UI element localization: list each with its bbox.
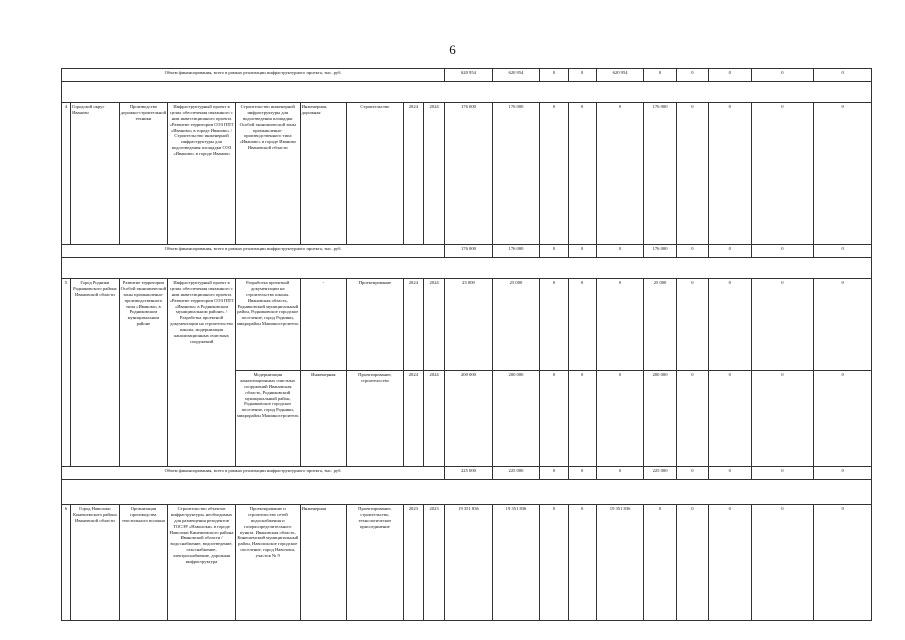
table-cell: 5 — [62, 279, 71, 467]
table-cell: 620 954 — [596, 69, 644, 82]
table-cell: 176 000 — [492, 245, 540, 258]
table-cell — [62, 480, 872, 505]
summary-row-top — [62, 69, 872, 82]
table-cell: 176 000 — [644, 245, 676, 258]
table-cell: 2023 — [403, 505, 423, 621]
spacer-row — [62, 480, 872, 505]
table-cell: Развитие территории Особой экономической зоны промышленно-производственного типа «Иваново» в Родниковском муниципальном районе — [119, 279, 168, 467]
table-cell — [62, 82, 872, 103]
table-cell: 0 — [709, 371, 751, 467]
table-cell: 225 000 — [492, 467, 540, 480]
table-cell: 0 — [751, 371, 814, 467]
table-cell: 176 000 — [644, 103, 676, 245]
table-cell: Строительство объектов инфраструктуры, необходимых для размещения резидентов ТОСЭР «Наволоки» в городе Наволоки Кинешемского района Ивановской области / водоснабжение, водоотведение, газоснабжение, электроснабжение, дорожная инфраструктура — [168, 505, 236, 621]
table-cell: 0 — [568, 467, 596, 480]
table-cell: 225 000 — [644, 467, 676, 480]
table-cell: 2024 — [403, 279, 423, 371]
table-cell: 0 — [644, 69, 676, 82]
table-cell: Инженерная, дорожная — [300, 103, 347, 245]
table-cell — [62, 258, 872, 279]
table-cell: Разработка проектной документации на строительство школы. Ивановская область, Родниковский муниципальный район, Родниковское городское поселение, город Родники, микрорайон Машиностроитель — [235, 279, 300, 371]
table-cell: Инженерная — [300, 371, 347, 467]
table-cell: 0 — [568, 505, 596, 621]
table-cell: 0 — [676, 69, 708, 82]
table-row — [62, 279, 872, 371]
table-cell: Город Наволоки Кинешемского района Ивановской области — [71, 505, 120, 621]
table-cell: 0 — [540, 505, 568, 621]
table-cell: 0 — [540, 279, 568, 371]
spacer-row — [62, 82, 872, 103]
table-cell: 0 — [596, 371, 644, 467]
table-cell: 0 — [596, 103, 644, 245]
table-cell: 0 — [540, 467, 568, 480]
table-cell: Проектирование, строительство, технологическое присоединение — [347, 505, 404, 621]
table-cell: 0 — [751, 467, 814, 480]
table-cell: 4 — [62, 103, 71, 245]
page-number: 6 — [449, 42, 456, 57]
table-cell: 19 351 836 — [596, 505, 644, 621]
table-cell: 0 — [814, 245, 872, 258]
table-cell: 0 — [709, 467, 751, 480]
table-cell: 0 — [596, 467, 644, 480]
table-cell: 0 — [676, 505, 708, 621]
table-cell: Проектирование, строительство — [347, 371, 404, 467]
table-cell: 176 000 — [492, 103, 540, 245]
table-cell: Производство дорожно-строительной техники — [119, 103, 168, 245]
table-cell: 0 — [814, 467, 872, 480]
table-cell: 6 — [62, 505, 71, 621]
financing-table — [61, 68, 872, 621]
table-cell: 200 000 — [445, 371, 493, 467]
table-cell: Объем финансирования, всего в рамках реализации инфраструктурного проекта, тыс. руб. — [62, 245, 445, 258]
table-cell: 0 — [814, 279, 872, 371]
table-cell: 620 954 — [492, 69, 540, 82]
table-cell: 200 000 — [492, 371, 540, 467]
summary-row — [62, 467, 872, 480]
table-cell: 25 000 — [445, 279, 493, 371]
table-row — [62, 505, 872, 621]
table-cell: Проектирование и строительство сетей водоснабжения и газораспределительного пункта. Ивановская область, Кинешемский муниципальный район, Наволокское городское поселение, город Наволоки, участок № 9 — [235, 505, 300, 621]
table-cell: 0 — [676, 467, 708, 480]
table-cell: 0 — [676, 245, 708, 258]
table-cell: 0 — [709, 69, 751, 82]
table-cell: Строительство — [347, 103, 404, 245]
table-cell: 225 000 — [445, 467, 493, 480]
summary-label: Объем финансирования, всего в рамках реализации инфраструктурного проекта, тыс. руб. — [62, 69, 445, 82]
table-cell: 0 — [814, 371, 872, 467]
table-cell: Организация производства текстильного волокна — [119, 505, 168, 621]
table-cell: Инженерная — [300, 505, 347, 621]
table-cell: 0 — [814, 69, 872, 82]
table-cell: 19 351 836 — [492, 505, 540, 621]
table-cell: 2023 — [423, 505, 444, 621]
table-cell: 0 — [540, 371, 568, 467]
table-cell: 0 — [596, 245, 644, 258]
table-cell: 2024 — [423, 103, 444, 245]
table-cell: 0 — [814, 103, 872, 245]
table-cell: - — [300, 279, 347, 371]
table-row — [62, 103, 872, 245]
table-cell: 0 — [751, 505, 814, 621]
table-cell: 0 — [540, 245, 568, 258]
table-cell: Инфраструктурный проект в целях обеспечения связанного с ним инвестиционного проекта «Развитие территории ОЭЗ ППТ «Иваново» в Родниковском муниципальном районе» / Разработка проектной документации на строительство школы, модернизация канализационных очистных сооружений — [168, 279, 236, 467]
table-cell: 0 — [596, 279, 644, 371]
table-cell: 0 — [644, 505, 676, 621]
table-cell: 0 — [568, 103, 596, 245]
spacer-row — [62, 258, 872, 279]
table-cell: 0 — [751, 245, 814, 258]
table-cell: 2024 — [423, 279, 444, 371]
table-cell: 620 954 — [445, 69, 493, 82]
table-cell: 25 000 — [644, 279, 676, 371]
table-cell: 0 — [568, 245, 596, 258]
table-cell: Модернизация канализационных очистных сооружений Ивановская область, Родниковский муниципальный район, Родниковское городское поселение, город Родники, микрорайон Машиностроитель — [235, 371, 300, 467]
table-cell: 0 — [709, 245, 751, 258]
table-cell: 176 000 — [445, 245, 493, 258]
table-cell: 0 — [540, 69, 568, 82]
table-cell: 0 — [568, 279, 596, 371]
table-cell: 2024 — [403, 371, 423, 467]
table-cell: 0 — [751, 103, 814, 245]
table-cell: 200 000 — [644, 371, 676, 467]
table-cell: 0 — [814, 505, 872, 621]
table-cell: Проектирование — [347, 279, 404, 371]
table-cell: 176 000 — [445, 103, 493, 245]
table-cell: Инфраструктурный проект в целях обеспечения связанного с ним инвестиционного проекта «Развитие территории ОЭЗ ППТ «Иваново» в городе Иваново» / Строительство инженерной инфраструктуры для водоотведения площадки ОЭЗ «Иваново» в городе Иваново — [168, 103, 236, 245]
table-cell: 0 — [676, 103, 708, 245]
table-cell: 2024 — [403, 103, 423, 245]
table-cell: Объем финансирования, всего в рамках реализации инфраструктурного проекта, тыс. руб. — [62, 467, 445, 480]
table-cell: Городской округ Иваново — [71, 103, 120, 245]
table-cell: 0 — [676, 279, 708, 371]
table-cell: 19 351 836 — [445, 505, 493, 621]
table-cell: 0 — [709, 279, 751, 371]
table-cell: 0 — [751, 69, 814, 82]
table-cell: 0 — [751, 279, 814, 371]
table-cell: 0 — [540, 103, 568, 245]
summary-row — [62, 245, 872, 258]
table-cell: 0 — [709, 505, 751, 621]
table-cell: 25 000 — [492, 279, 540, 371]
table-cell: 0 — [568, 371, 596, 467]
table-cell: Город Родники Родниковского района Ивановской области — [71, 279, 120, 467]
table-cell: Строительство инженерной инфраструктуры для водоотведения площадки Особой экономической зоны промышленно-производственного типа «Иваново» в городе Иваново Ивановской области — [235, 103, 300, 245]
table-cell: 0 — [676, 371, 708, 467]
table-cell: 2024 — [423, 371, 444, 467]
table-cell: 0 — [568, 69, 596, 82]
table-cell: 0 — [709, 103, 751, 245]
